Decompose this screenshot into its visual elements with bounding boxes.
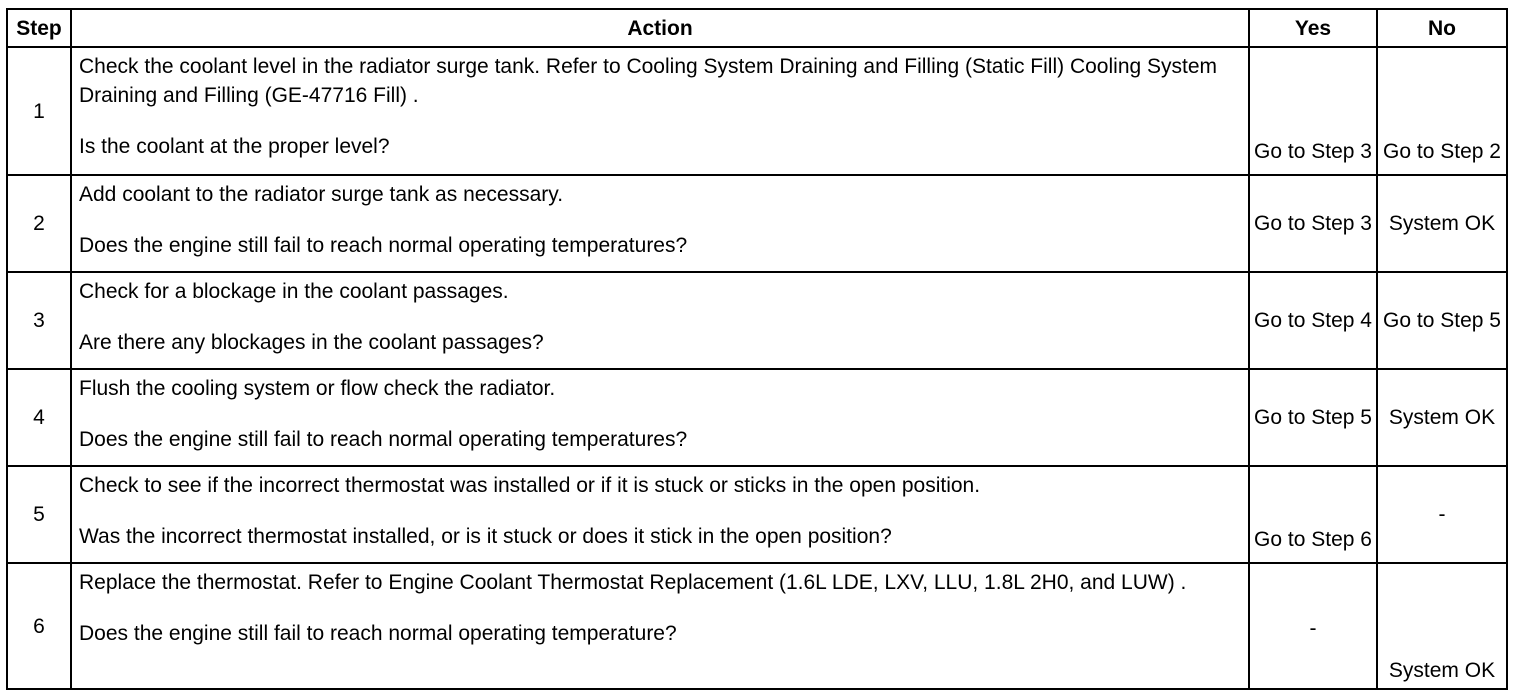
action-question: Does the engine still fail to reach normal operating temperature?: [79, 622, 677, 645]
action-question: Is the coolant at the proper level?: [79, 135, 390, 158]
no-result: System OK: [1377, 369, 1507, 466]
action-text: Check to see if the incorrect thermostat was installed or if it is stuck or sticks in the open position.: [79, 474, 981, 497]
no-result: Go to Step 5: [1377, 272, 1507, 369]
yes-result: Go to Step 5: [1249, 369, 1377, 466]
action-question: Was the incorrect thermostat installed, or is it stuck or does it stick in the open position?: [79, 525, 892, 548]
yes-result: Go to Step 3: [1249, 47, 1377, 175]
header-row: [7, 9, 1507, 47]
action-text: Check for a blockage in the coolant passages.: [79, 280, 509, 303]
step-number: 1: [7, 47, 71, 175]
yes-result: Go to Step 3: [1249, 175, 1377, 272]
action-text: Flush the cooling system or flow check the radiator.: [79, 377, 556, 400]
action-cell: [71, 466, 1249, 563]
no-result: Go to Step 2: [1377, 47, 1507, 175]
action-cell: [71, 47, 1249, 175]
step-number: 5: [7, 466, 71, 563]
yes-result: Go to Step 6: [1249, 466, 1377, 563]
no-result: System OK: [1377, 563, 1507, 689]
header-yes: Yes: [1249, 9, 1377, 47]
yes-result: -: [1249, 563, 1377, 689]
table-row: [7, 175, 1507, 272]
action-text: Replace the thermostat. Refer to Engine Coolant Thermostat Replacement (1.6L LDE, LXV, LLU, 1.8L 2H0, and LUW) .: [79, 571, 1187, 594]
header-action: Action: [71, 9, 1249, 47]
action-question: Does the engine still fail to reach normal operating temperatures?: [79, 428, 688, 451]
table-row: [7, 466, 1507, 563]
header-step: Step: [7, 9, 71, 47]
table-row: [7, 563, 1507, 689]
header-no: No: [1377, 9, 1507, 47]
action-cell: [71, 272, 1249, 369]
no-result: System OK: [1377, 175, 1507, 272]
action-cell: [71, 563, 1249, 689]
step-number: 6: [7, 563, 71, 689]
step-number: 4: [7, 369, 71, 466]
action-text: Check the coolant level in the radiator surge tank. Refer to Cooling System Draining and Filling (Static Fill) Cooling System Draining and Filling (GE-47716 Fill) .: [79, 55, 1218, 107]
action-question: Does the engine still fail to reach normal operating temperatures?: [79, 234, 688, 257]
action-text: Add coolant to the radiator surge tank as necessary.: [79, 183, 564, 206]
action-cell: [71, 369, 1249, 466]
diagnostic-table: [6, 8, 1508, 690]
table-row: [7, 47, 1507, 175]
table-row: [7, 369, 1507, 466]
no-result: -: [1377, 466, 1507, 563]
action-cell: [71, 175, 1249, 272]
action-question: Are there any blockages in the coolant passages?: [79, 331, 544, 354]
table-row: [7, 272, 1507, 369]
yes-result: Go to Step 4: [1249, 272, 1377, 369]
step-number: 3: [7, 272, 71, 369]
step-number: 2: [7, 175, 71, 272]
